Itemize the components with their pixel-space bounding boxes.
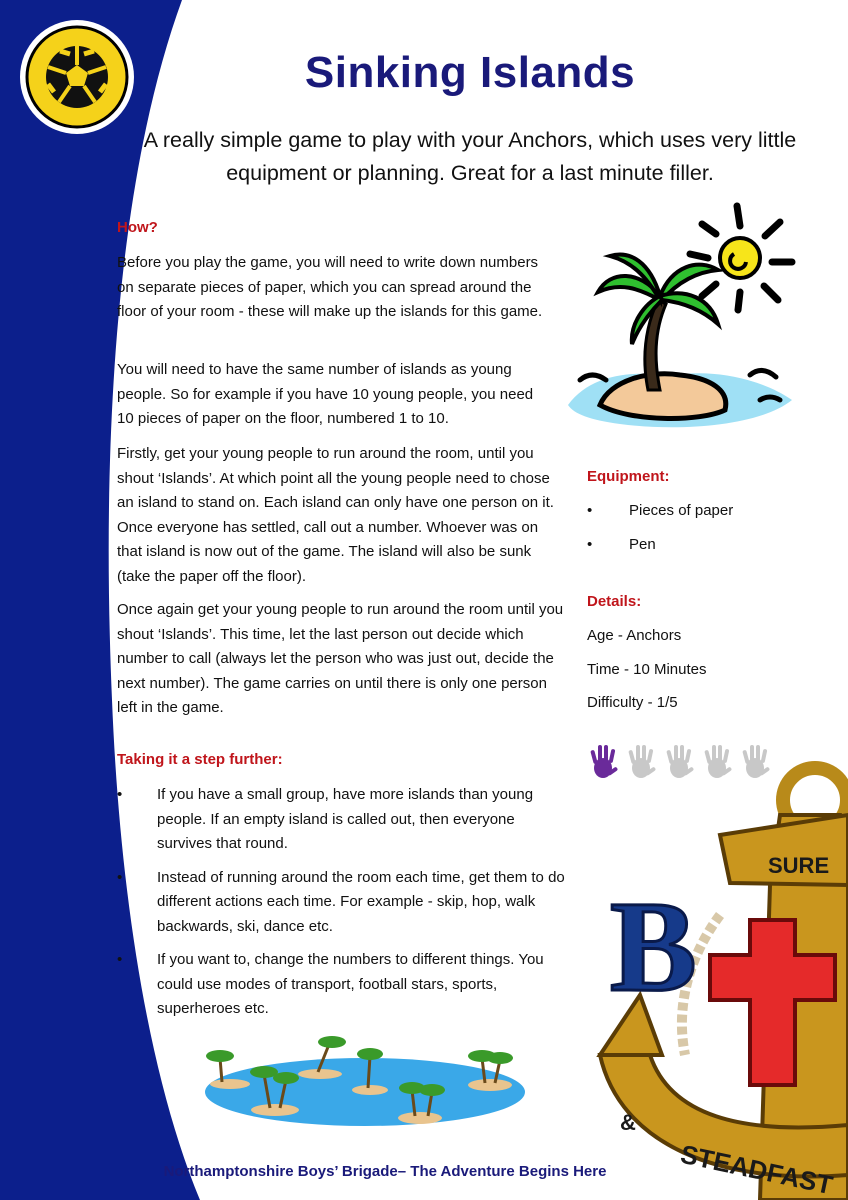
how-paragraph: Once again get your young people to run around the room until you shout ‘Islands’. This time, let the last person out decide which number to call (always let the person who was just out, decide the next number). The game carries on until there is only one person left in the game. [117, 601, 564, 716]
list-item-text: If you have a small group, have more islands than young people. If an empty island is called out, then everyone survives that round. [157, 786, 534, 852]
how-paragraph: Before you play the game, you will need to write down numbers on separate pieces of paper, which you can spread around the floor of your room - these will make up the islands for this game. [117, 254, 543, 320]
equipment-list [587, 499, 733, 567]
boys-brigade-emblem [580, 755, 848, 1200]
emblem-steadfast-text: STEADFAST [677, 1138, 836, 1200]
list-item [117, 948, 567, 1022]
football-icon [18, 18, 136, 136]
bullet: • [117, 868, 123, 886]
bullet: • [587, 502, 593, 519]
page-title: Sinking Islands [304, 48, 636, 97]
further-list [117, 783, 567, 1031]
list-item [117, 866, 567, 940]
list-item [587, 499, 733, 523]
footer-text: Northamptonshire Boys’ Brigade– The Adventure Begins Here [163, 1163, 607, 1180]
emblem-ampersand: & [620, 1110, 636, 1135]
list-item [587, 533, 733, 557]
how-paragraph: You will need to have the same number of islands as young people. So for example if you have 10 young people, you need 10 pieces of paper on the floor, numbered 1 to 10. [117, 361, 534, 427]
detail-age: Age - Anchors [587, 627, 682, 644]
equipment-heading: Equipment: [587, 468, 670, 485]
list-item-text: Pen [629, 536, 656, 553]
islands-illustration [200, 1030, 530, 1130]
how-paragraph: Firstly, get your young people to run around the room, until you shout ‘Islands’. At which point all the young people need to chose an island to stand on. Each island can only have one person on it. Once everyone has settled, call out a number. Whoever was on that island is now out of the game. The island will also be sunk (take the paper off the floor). [117, 445, 554, 585]
emblem-sure-text: SURE [768, 853, 830, 878]
palm-island-icon [560, 200, 800, 440]
detail-difficulty: Difficulty - 1/5 [587, 694, 678, 711]
details-heading: Details: [587, 593, 642, 610]
bullet: • [117, 786, 123, 803]
bullet: • [587, 536, 593, 553]
list-item-text: Pieces of paper [629, 502, 734, 519]
bullet: • [117, 951, 123, 968]
list-item [117, 783, 567, 857]
how-heading: How? [117, 219, 158, 236]
detail-time: Time - 10 Minutes [587, 661, 707, 678]
page-subtitle: A really simple game to play with your Anchors, which uses very little equipment or planning. Great for a last minute filler. [143, 128, 797, 185]
further-heading: Taking it a step further: [117, 751, 283, 768]
list-item-text: If you want to, change the numbers to different things. You could use modes of transport, football stars, sports, superheroes etc. [157, 951, 544, 1017]
emblem-b-letter: B [610, 875, 697, 1019]
list-item-text: Instead of running around the room each time, get them to do different actions each time. For example - skip, hop, walk backwards, ski, dance etc. [157, 868, 565, 935]
